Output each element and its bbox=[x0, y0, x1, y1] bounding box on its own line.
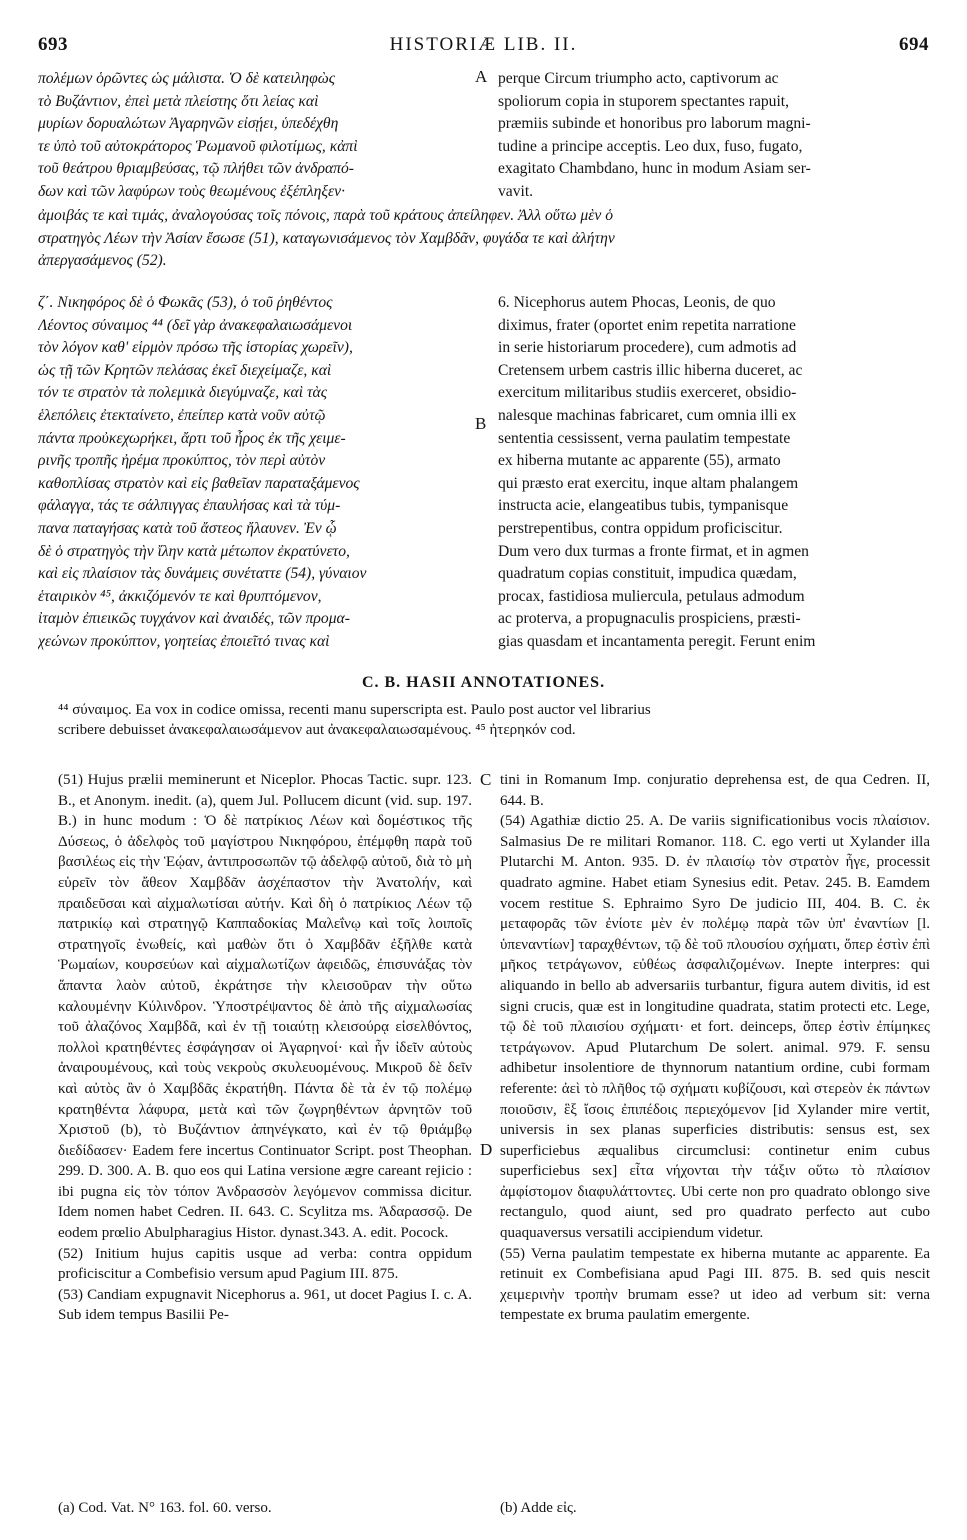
text-line: Dum vero dux turmas a fronte firmat, et in agmen bbox=[498, 542, 809, 560]
text-line: scribere debuisset ἀνακεφαλαιωσάμενον aut ἀνακεφαλαιωσαμένους. ⁴⁵ ἠτερηκόν cod. bbox=[58, 722, 576, 738]
page-number-left: 693 bbox=[38, 34, 68, 55]
margin-marker-a: A bbox=[475, 67, 488, 86]
text-line: στρατηγὸς Λέων τὴν Ἀσίαν ἔσωσε (51), καταγωνισάμενος τὸν Χαμβδᾶν, φυγάδα τε καὶ ἀλήτην bbox=[38, 229, 615, 247]
text-line: ex hiberna mutante ac apparente (55), armato bbox=[498, 452, 781, 470]
text-line: μυρίων δορυαλώτων Ἀγαρηνῶν εἰσῄει, ὑπεδέχθη bbox=[38, 115, 339, 133]
text-line: 6. Nicephorus autem Phocas, Leonis, de quo bbox=[498, 294, 776, 311]
footnote-a: (a) Cod. Vat. N° 163. fol. 60. verso. bbox=[58, 1500, 272, 1516]
text-line: τε ὑπὸ τοῦ αὐτοκράτορος Ῥωμανοῦ φιλοτίμως, κἀπὶ bbox=[38, 137, 358, 155]
text-line: ἰταμὸν ἐπιεικῶς τυγχάνον καὶ ἀναιδές, τῶν προμα- bbox=[38, 610, 350, 628]
text-line: Cretensem urbem castris illic hiberna duceret, ac bbox=[498, 361, 803, 379]
text-line: ἑλεπόλεις ἐτεκταίνετο, ἐπείπερ κατὰ νοῦν αὐτῷ bbox=[38, 406, 326, 424]
text-line: in serie historiarum procedere), cum admotis ad bbox=[498, 339, 797, 357]
note-paragraph: (52) Initium hujus capitis usque ad verba: contra oppidum proficiscitur a Combefisio versum apud Pagium III. 875. bbox=[58, 1245, 472, 1283]
note-paragraph: (51) Hujus prælii meminerunt et Niceplor. Phocas Tactic. supr. 123. B., et Anonym. inedit. (a), quem Jul. Pollucem dicunt (vid. sup. 197. B.) in hunc modum : Ὁ δὲ πατρίκιος Λέων καὶ δομέστικος τῆς Δύσεως, ὁ ἀδελφὸς τοῦ μαγίστρου Νικηφόρου, ἐπέμφθη παρὰ τοῦ βασιλέως εἰς τὴν Ἑῴαν, ἀντιπροσωπῶν τῷ ἀδελφῷ αὐτοῦ, διὰ τὸ μὴ εὑρεῖν τὸν ἄθεον Χαμβδᾶν ἀσχέπαστον τὴν Ἀνατολήν, καὶ πραιδεῦσαι καὶ αἰχμαλωτίσαι αὐτήν. Καὶ δὴ ὁ πατρίκιος Λέων τῷ πατρικίῳ καὶ στρατηγῷ Καππαδοκίας Μαλεΐνῳ καὶ τοῖς λοιποῖς στρατηγοῖς ἑνωθείς, καὶ μαθὼν ὅτι ὁ Χαμβδᾶν ἐξῆλθε κατὰ Ῥωμαίων, κουρσεύων καὶ αἰχμαλωτίζων ἀφειδῶς, ἐπισυνάξας τὸν ἅπαντα λαὸν αὐτοῦ, ἐκράτησε τὴν κλεισοῦραν τὴν οὕτω καλουμένην Κύλινδρον. Ὑποστρέψαντος δὲ ἀπὸ τῆς αἰχμαλωσίας τοῦ ἀλαζόνος Χαμβδᾶ, καὶ ἐν τῇ τοιαύτῃ κλεισούρᾳ εἰσελθόντος, πολλοὶ κρατηθέντες ἐσφάγησαν οἱ Ἀγαρηνοί· καὶ ἦν ἰδεῖν αὐτοὺς ἀναιρουμένους, καὶ τοὺς νεκροὺς σκυλευομένους. Μικροῦ δὲ δεῖν καὶ αὐτὸς ἂν ὁ Χαμβδᾶς ἐκρατήθη. Πάντα δὲ τὰ ἐν τῷ πολέμῳ κρατηθέντα λάφυρα, μετὰ καὶ τῶν ζωγρηθέντων ἀρνητῶν τοῦ Χριστοῦ (b), τὸ Βυζάντιον ἀπηνέγκατο, καὶ ἐν τῷ θριάμβῳ διεδίδασεν· Eadem fere incertus Continuator Script. post Theophan. 299. D. 300. A. B. quo eos qui Latina versione ægre careant rejicio : ibi pugna εἰς τὸν τόπον Ἀνδρασσὸν λεγόμενον commissa dicitur. Idem nomen habet Cedren. II. 643. C. Scylitza ms. Ἀδαρασσῷ. De eodem prœlio Abulpharagius Histor. dynast.343. A. edit. Pocock. bbox=[58, 772, 472, 1242]
text-line: ζ΄. Νικηφόρος δὲ ὁ Φωκᾶς (53), ὁ τοῦ ῥηθέντος bbox=[38, 294, 333, 311]
text-line: πάντα προὐκεχωρήκει, ἄρτι τοῦ ἦρος ἐκ τῆς χειμε- bbox=[38, 429, 346, 447]
text-line: τὸ Βυζάντιον, ἐπεὶ μετὰ πλείστης ὅτι λείας καὶ bbox=[38, 92, 319, 110]
text-line: τοῦ θεάτρου θριαμβεύσας, τῷ πλήθει τῶν ἀνδραπό- bbox=[38, 160, 354, 178]
text-line: exercitum militaribus studiis exerceret, obsidio- bbox=[498, 384, 797, 402]
text-line: τόν τε στρατὸν τὰ πολεμικὰ διεγύμναζε, καὶ τὰς bbox=[38, 384, 328, 402]
text-line: quadratum copias constituit, impudica quædam, bbox=[498, 565, 797, 583]
critical-apparatus bbox=[58, 700, 930, 740]
running-title: HISTORIÆ LIB. II. bbox=[389, 34, 578, 55]
text-line: καὶ εἰς πλαίσιον τὰς δυνάμεις συνέταττε (54), γύναιον bbox=[38, 565, 367, 583]
text-line: diximus, frater (oportet enim repetita narratione bbox=[498, 316, 796, 334]
text-line: nalesque machinas fabricaret, cum omnia illi ex bbox=[498, 406, 797, 424]
text-line: ρινῆς τροπῆς ἠρέμα προκύπτος, τὸν περὶ αὐτὸν bbox=[38, 452, 326, 470]
text-line: tudine a principe acceptis. Leo dux, fuso, fugato, bbox=[498, 137, 803, 155]
notes-right-column bbox=[500, 770, 930, 1490]
note-paragraph: (54) Agathiæ dictio 25. A. De variis significationibus vocis πλαίσιον. Salmasius De re militari Romanor. 118. C. ego verti ut Xylander illa Plutarchi M. Anton. 935. D. ἐν πλαισίῳ τὸν στρατὸν ἦγε, processit quadrato agmine. Habet etiam Synesius edit. Petav. 245. B. Eamdem vocem restitue S. Ephraimo Syro De judicio III, 404. B. C. ἐκ μεταφορᾶς τῶν ἐνίοτε μὲν ἐν πολέμῳ παρὰ τῶν ὑπ' ἐναντίων [l. ὑπεναντίων] ταραχθέντων, τῷ δὲ τοῦ πλουσίου σχήματι, ὅπερ ἐστὶν ἐπὶ μῆκος τετράγωνον, εὐθέως ἀσφαλιζομένων. Inepte interpres: qui aliquando in bello ab adversariis turbantur, figura autem divitis, id est signi crucis, quæ est in longitudine quadrata, statim protecti etc. Lege, τῷ δὲ τοῦ πλαισίου σχήματι· et fort. deinceps, ὅπερ ἐστὶν ἐπίμηκες τετράγωνον. Apud Plutarchum De solert. animal. 979. F. sensu adhibetur insolentiore de thynnorum natantium ordine, cubi formam referente: ἀεὶ τὸ πλῆθος τῷ σχήματι κυβίζουσι, καὶ στερεὸν ἐκ πάντων ποιοῦσιν, ἓξ ἴσοις ἐπιπέδοις περιεχόμενον [id Xylander mire vertit, universis in sex planas superficies distributis: sensus est, sex superficiebus æqualibus circumclusi: continetur enim cubus superficiebus sex] εἶτα νήχονται τὴν τάξιν οὕτω τὸ πλαίσιον ἀμφίστομον διαφυλάττοντες. Ubi certe non pro quadrato oblongo sive rectangulo, quod aiunt, sed pro quadrato perfecto aut cubo quaquaversus versatili accipiendum videtur. bbox=[500, 813, 930, 1242]
text-line: spoliorum copia in stuporem spectantes rapuit, bbox=[498, 92, 790, 110]
text-line: τὸν λόγον καθ' εἱρμὸν πρόσω τῆς ἱστορίας χωρεῖν), bbox=[38, 339, 353, 357]
note-paragraph: (53) Candiam expugnavit Nicephorus a. 961, ut docet Pagius I. c. A. Sub idem tempus Basilii Pe- bbox=[58, 1286, 472, 1324]
notes-left-column bbox=[58, 770, 472, 1490]
top-latin-column bbox=[498, 68, 930, 204]
text-line: ὡς τῇ τῶν Κρητῶν πελάσας ἐκεῖ διεχείμαζε, καὶ bbox=[38, 361, 332, 379]
text-line: φάλαγγα, τάς τε σάλπιγγας ἐπαυλήσας καὶ τὰ τύμ- bbox=[38, 497, 341, 515]
footnote-b: (b) Adde εἰς. bbox=[500, 1500, 577, 1516]
text-line: ac proterva, a propugnaculis prospiciens, præsti- bbox=[498, 610, 801, 628]
text-line: qui præsto erat exercitu, inque altam phalangem bbox=[498, 474, 799, 492]
text-line: πολέμων ὁρῶντες ὡς μάλιστα. Ὁ δὲ κατειληφὼς bbox=[38, 70, 336, 87]
text-line: καθοπλίσας στρατὸν καὶ εἰς βαθεῖαν παραταξάμενος bbox=[38, 474, 360, 492]
text-line: vavit. bbox=[498, 182, 534, 200]
top-greek-column bbox=[38, 68, 468, 204]
text-line: exagitato Chambdano, hunc in modum Asiam ser- bbox=[498, 160, 811, 178]
margin-marker-c: C bbox=[480, 770, 492, 789]
text-line: instructa acie, elangeatibus tubis, tympanisque bbox=[498, 497, 789, 515]
text-line: χεώνων προκύπτον, γοητείας ἐποιεῖτό τινας καὶ bbox=[38, 632, 330, 650]
margin-marker-d: D bbox=[480, 1140, 493, 1159]
text-line: procax, fastidiosa muliercula, petulaus admodum bbox=[498, 587, 805, 605]
text-line: ⁴⁴ σύναιμος. Ea vox in codice omissa, recenti manu superscripta est. Paulo post auctor vel librarius bbox=[58, 702, 651, 718]
text-line: ἀπεργασάμενος (52). bbox=[38, 252, 167, 270]
text-line: Λέοντος σύναιμος ⁴⁴ (δεῖ γὰρ ἀνακεφαλαιωσάμενοι bbox=[38, 316, 353, 334]
text-line: perque Circum triumpho acto, captivorum ac bbox=[498, 70, 779, 87]
note-paragraph: tini in Romanum Imp. conjuratio deprehensa est, de qua Cedren. II, 644. B. bbox=[500, 772, 930, 809]
text-line: πανα παταγήσας κατὰ τοῦ ἄστεος ἤλαυνεν. Ἐν ᾧ bbox=[38, 519, 337, 537]
text-line: δὲ ὁ στρατηγὸς τὴν ἴλην κατὰ μέτωπον ἐκρατύνετο, bbox=[38, 542, 350, 560]
text-line: ἑταιρικὸν ⁴⁵, ἀκκιζόμενόν τε καὶ θρυπτόμενον, bbox=[38, 587, 322, 605]
section-latin-column bbox=[498, 292, 930, 654]
annotations-heading: C. B. HASII ANNOTATIONES. bbox=[361, 674, 606, 691]
page-number-right: 694 bbox=[899, 34, 929, 55]
text-line: ἀμοιβάς τε καὶ τιμάς, ἀναλογούσας τοῖς πόνοις, παρὰ τοῦ κράτους ἀπείληφεν. Ἀλλ οὕτω μὲν ὁ bbox=[38, 207, 613, 224]
text-line: sententia cessissent, verna paulatim tempestate bbox=[498, 429, 791, 447]
text-line: gias quasdam et incantamenta peregit. Ferunt enim bbox=[498, 632, 816, 650]
note-paragraph: (55) Verna paulatim tempestate ex hiberna mutante ac apparente. Ea retinuit ex Combefisiana apud Pagi III. 875. B. sed quis nescit χειμερινὴν τροπὴν brumam esse? ut ideo ad verbum sit: verna tempestate ex bruma paulatim emergente. bbox=[500, 1245, 930, 1324]
text-line: perstrepentibus, contra oppidum proficiscitur. bbox=[498, 519, 783, 537]
text-line: præmiis subinde et honoribus pro laborum magni- bbox=[498, 115, 811, 133]
text-line: δων καὶ τῶν λαφύρων τοὺς θεωμένους ἐξέπληξεν· bbox=[38, 182, 345, 200]
margin-marker-b: B bbox=[475, 414, 487, 433]
full-width-greek bbox=[38, 205, 930, 273]
section-greek-column bbox=[38, 292, 468, 654]
